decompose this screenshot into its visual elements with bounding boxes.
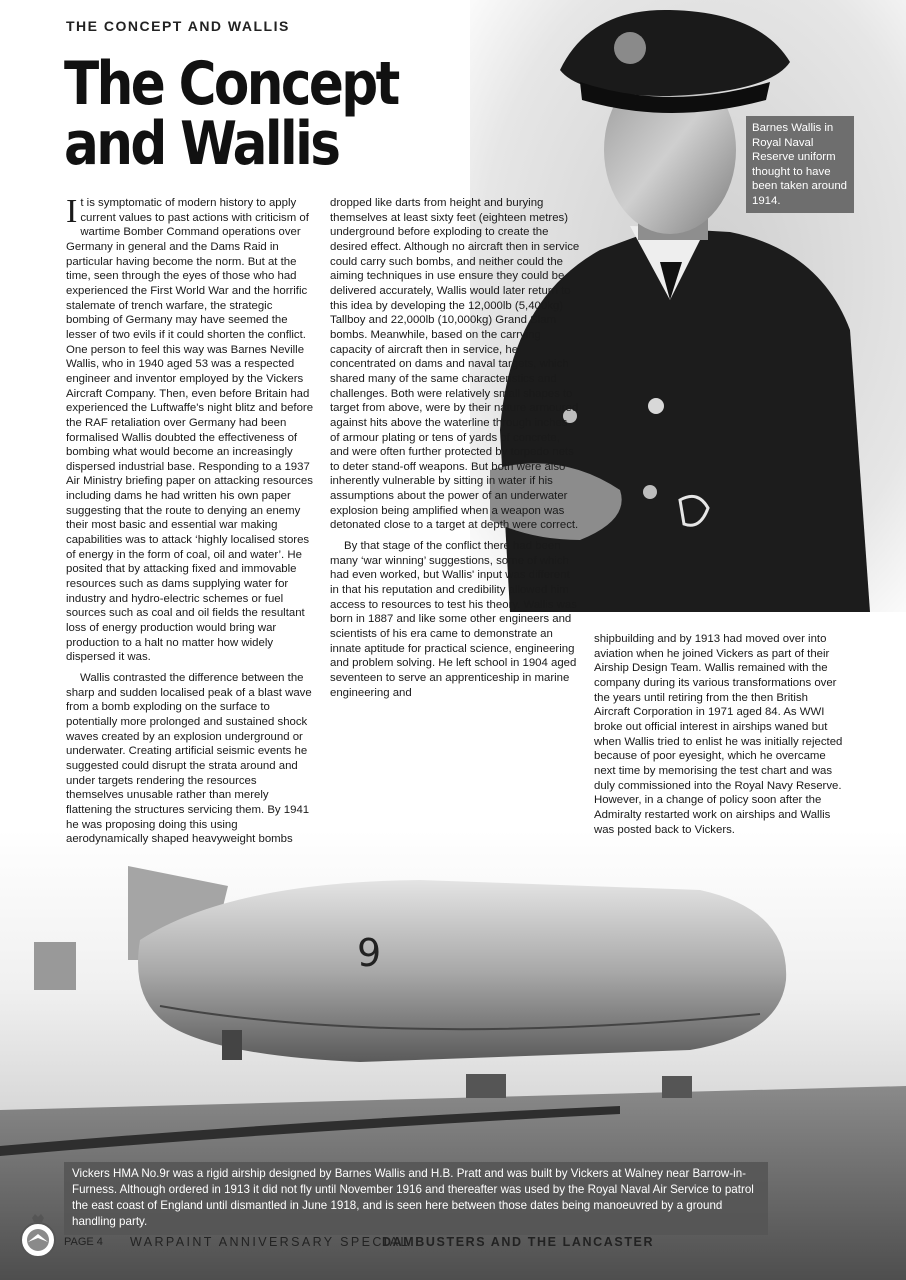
portrait-caption: Barnes Wallis in Royal Naval Reserve uniform thought to have been taken around 1914. xyxy=(746,116,854,213)
article-paragraph: By that stage of the conflict there had been many ‘war winning’ suggestions, some of which had even worked, but Wallis' input was different in that his reputation and credibility allowed him access to resources to test his theory. Wallis was born in 1887 and like some other engineers and scientists of his era came to demonstrate an innate aptitude for practical science, engineering and problem solving. He left school in 1904 aged seventeen to serve an apprenticeship in marine engineering and xyxy=(330,540,577,699)
page-number: PAGE 4 xyxy=(64,1236,103,1248)
article-column-2 xyxy=(330,196,580,700)
squadron-crest-icon xyxy=(18,1212,58,1260)
airship-caption: Vickers HMA No.9r was a rigid airship designed by Barnes Wallis and H.B. Pratt and was built by Vickers at Walney near Barrow-in-Furness. Although ordered in 1913 it did not fly until November 1916 and thereafter was used by the Royal Naval Air Service to patrol the east coast of England until dismantled in June 1918, and is seen here between those dates being manoeuvred by a ground handling party. xyxy=(64,1162,768,1235)
magazine-name: WARPAINT ANNIVERSARY SPECIAL xyxy=(130,1235,410,1249)
article-paragraph: shipbuilding and by 1913 had moved over into aviation when he joined Vickers as part of their Airship Design Team. Wallis remained with the company during its various transformations over the years until retiring from the then British Aircraft Corporation in 1971 aged 84. As WWI broke out official interest in airships waned but when Wallis tried to enlist he was initially rejected because of poor eyesight, which he overcame next time by memorising the test chart and was duly commissioned into the Royal Navy Reserve. However, in a change of policy soon after the Admiralty restarted work on airships and Wallis was posted back to Vickers. xyxy=(594,633,843,836)
magazine-issue: DAMBUSTERS AND THE LANCASTER xyxy=(382,1235,655,1249)
svg-text:9 xyxy=(357,931,381,975)
article-paragraph: It is symptomatic of modern history to apply current values to past actions with criticism of wartime Bomber Command operations over Germany in general and the Dams Raid in particular having become the norm. But at the time, seen through the eyes of those who had experienced the First World War and the horrific stalemate of trench warfare, the strategic bombing of Germany may have seemed the lesser of two evils if it could shorten the conflict. One person to feel this way was Barnes Neville Wallis, who in 1940 aged 53 was a respected engineer and inventor employed by the Vickers Aircraft Company. Then, even before Britain had experienced the Luftwaffe's night blitz and before the RAF retaliation over Germany had been formalised Wallis doubted the effectiveness of bombing what would become an increasingly dispersed industrial base. Responding to a 1937 Air Ministry briefing paper on attacking resources including dams he had written his own paper suggesting that the route to denying an enemy their most basic and essential war making capabilities was to attack ‘highly localised stores of energy in the form of coal, oil and water’. He posited that by attacking fixed and immovable resources such as dams supplying water for industry and hydro-electric schemes or fuel sources such as coal and oil fields the resultant loss of energy production would bring war production to a halt no matter how widely dispersed it was. xyxy=(66,193,314,664)
hull-number: 9 xyxy=(357,931,382,975)
page-title-line-1: The Concept xyxy=(64,49,398,119)
article-column-1 xyxy=(66,193,316,847)
section-label: THE CONCEPT AND WALLIS xyxy=(66,18,290,34)
article-column-3 xyxy=(594,632,844,837)
page-title xyxy=(64,49,398,179)
page-title-line-2: and Wallis xyxy=(64,109,339,179)
article-paragraph: dropped like darts from height and burying themselves at least sixty feet (eighteen metres) underground before exploding to create the desired effect. Although no aircraft then in service could carry such bombs, and neither could the aiming techniques in use ensure they could be delivered accurately, Wallis would later return to this idea by developing the 12,000lb (5,400kg) Tallboy and 22,000lb (10,000kg) Grand Slam bombs. Meanwhile, based on the carrying capacity of aircraft then in service, he concentrated on dams and naval targets, which shared many of the same characteristics and challenges. Both were relatively small shapes to target from above, were by their nature armoured against hits above the waterline through inches of armour plating or tens of yards of concrete, and were often further protected by torpedo nets to deter stand-off weapons. But both were also inherently vulnerable by sitting in water if his assumptions about the power of an underwater explosion being amplified when a weapon was detonated close to a target at depth were correct. xyxy=(330,197,580,532)
page-footer xyxy=(0,1226,906,1256)
article-paragraph: Wallis contrasted the difference between the sharp and sudden localised peak of a blast wave from a bomb exploding on the surface to potentially more prolonged and sustained shock waves created by an explosion underground or underwater. Creating artificial seismic events he suggested could disrupt the strata around and under targets rendering the resources themselves unusable rather than merely flattening the structures servicing them. By 1941 he was proposing doing this using aerodynamically shaped heavyweight bombs xyxy=(66,672,312,846)
